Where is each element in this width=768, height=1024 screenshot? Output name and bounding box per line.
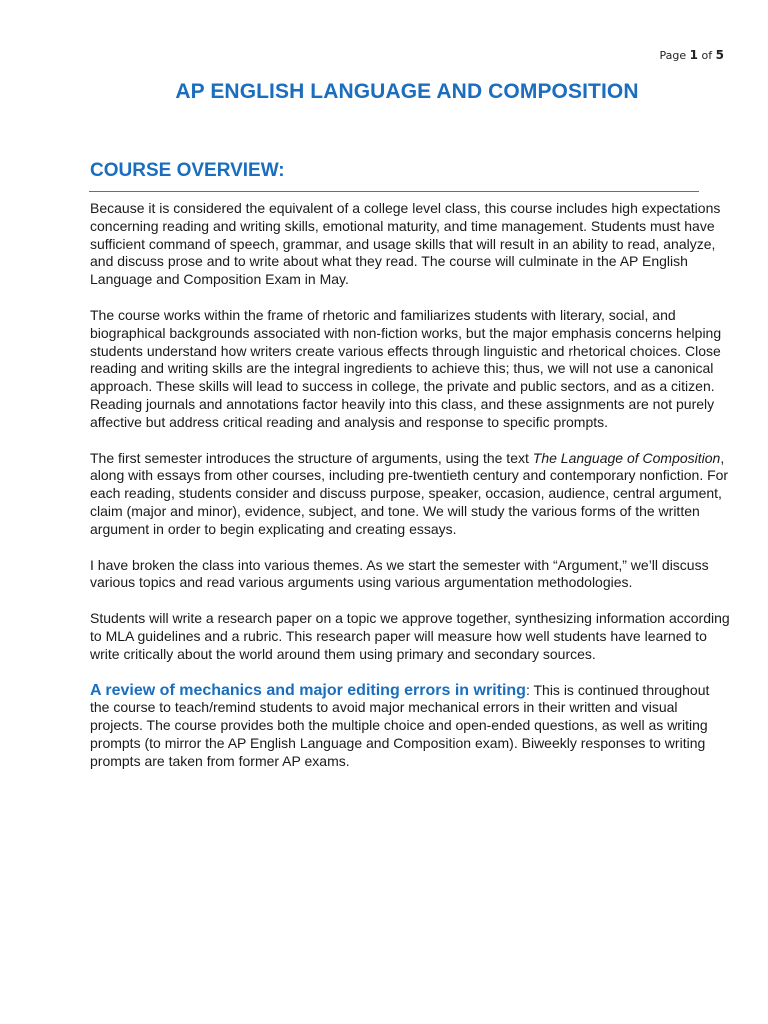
paragraph-3-text-before: The first semester introduces the structure of arguments, using the text [90, 449, 533, 466]
page-number [660, 48, 724, 62]
page-number-of: of [698, 49, 716, 62]
book-title: The Language of Composition [532, 449, 721, 466]
paragraph-1: Because it is considered the equivalent of a college level class, this course includes high expectations concerning reading and writing skills, emotional maturity, and time management. Students must have sufficient command of speech, grammar, and usage skills that will result in an ability to read, analyze, and discuss prose and to write about what they read. The course will culminate in the AP English Language and Composition Exam in May. [90, 200, 721, 288]
paragraph-2: The course works within the frame of rhetoric and familiarizes students with literary, social, and biographical backgrounds associated with non-fiction works, but the major emphasis concerns helping students understand how writers create various effects through linguistic and rhetorical choices. Close reading and writing skills are the integral ingredients to achieve this; thus, we will not use a canonical approach. These skills will lead to success in college, the private and public sectors, and as a citizen. Reading journals and annotations factor heavily into this class, and these assignments are not purely affective but address critical reading and analysis and response to specific prompts. [90, 306, 722, 430]
page-number-total: 5 [715, 48, 724, 62]
document-title: AP ENGLISH LANGUAGE AND COMPOSITION [175, 80, 639, 103]
paragraph-4: I have broken the class into various themes. As we start the semester with “Argument,” we’ll discuss various topics and read various arguments using various argumentation methodologies. [90, 556, 709, 591]
paragraph-3-text-after: , along with essays from other courses, including pre-twentieth century and contemporary nonfiction. For each reading, students consider and discuss purpose, speaker, occasion, audience, central argument, claim (major and minor), evidence, subject, and tone. We will study the various forms of the written argument in order to begin explicating and creating essays. [90, 449, 729, 537]
document-body [90, 200, 730, 789]
paragraph-3 [90, 450, 730, 539]
paragraph-6 [90, 682, 730, 771]
paragraph-5: Students will write a research paper on a topic we approve together, synthesizing information according to MLA guidelines and a rubric. This research paper will measure how well students have learned to write critically about the world around them using primary and secondary sources. [90, 610, 730, 662]
section-heading: COURSE OVERVIEW: [90, 160, 285, 181]
page-number-current: 1 [689, 48, 699, 62]
page-number-prefix: Page [659, 49, 690, 62]
paragraph-6-text: : This is continued throughout the course to teach/remind students to avoid major mechanical errors in their written and visual projects. The course provides both the multiple choice and open-ended questions, as well as writing prompts (to mirror the AP English Language and Composition exam). Biweekly responses to writing prompts are taken from former AP exams. [90, 681, 710, 769]
inline-heading: A review of mechanics and major editing errors in writing [90, 681, 526, 699]
heading-divider [89, 191, 699, 192]
